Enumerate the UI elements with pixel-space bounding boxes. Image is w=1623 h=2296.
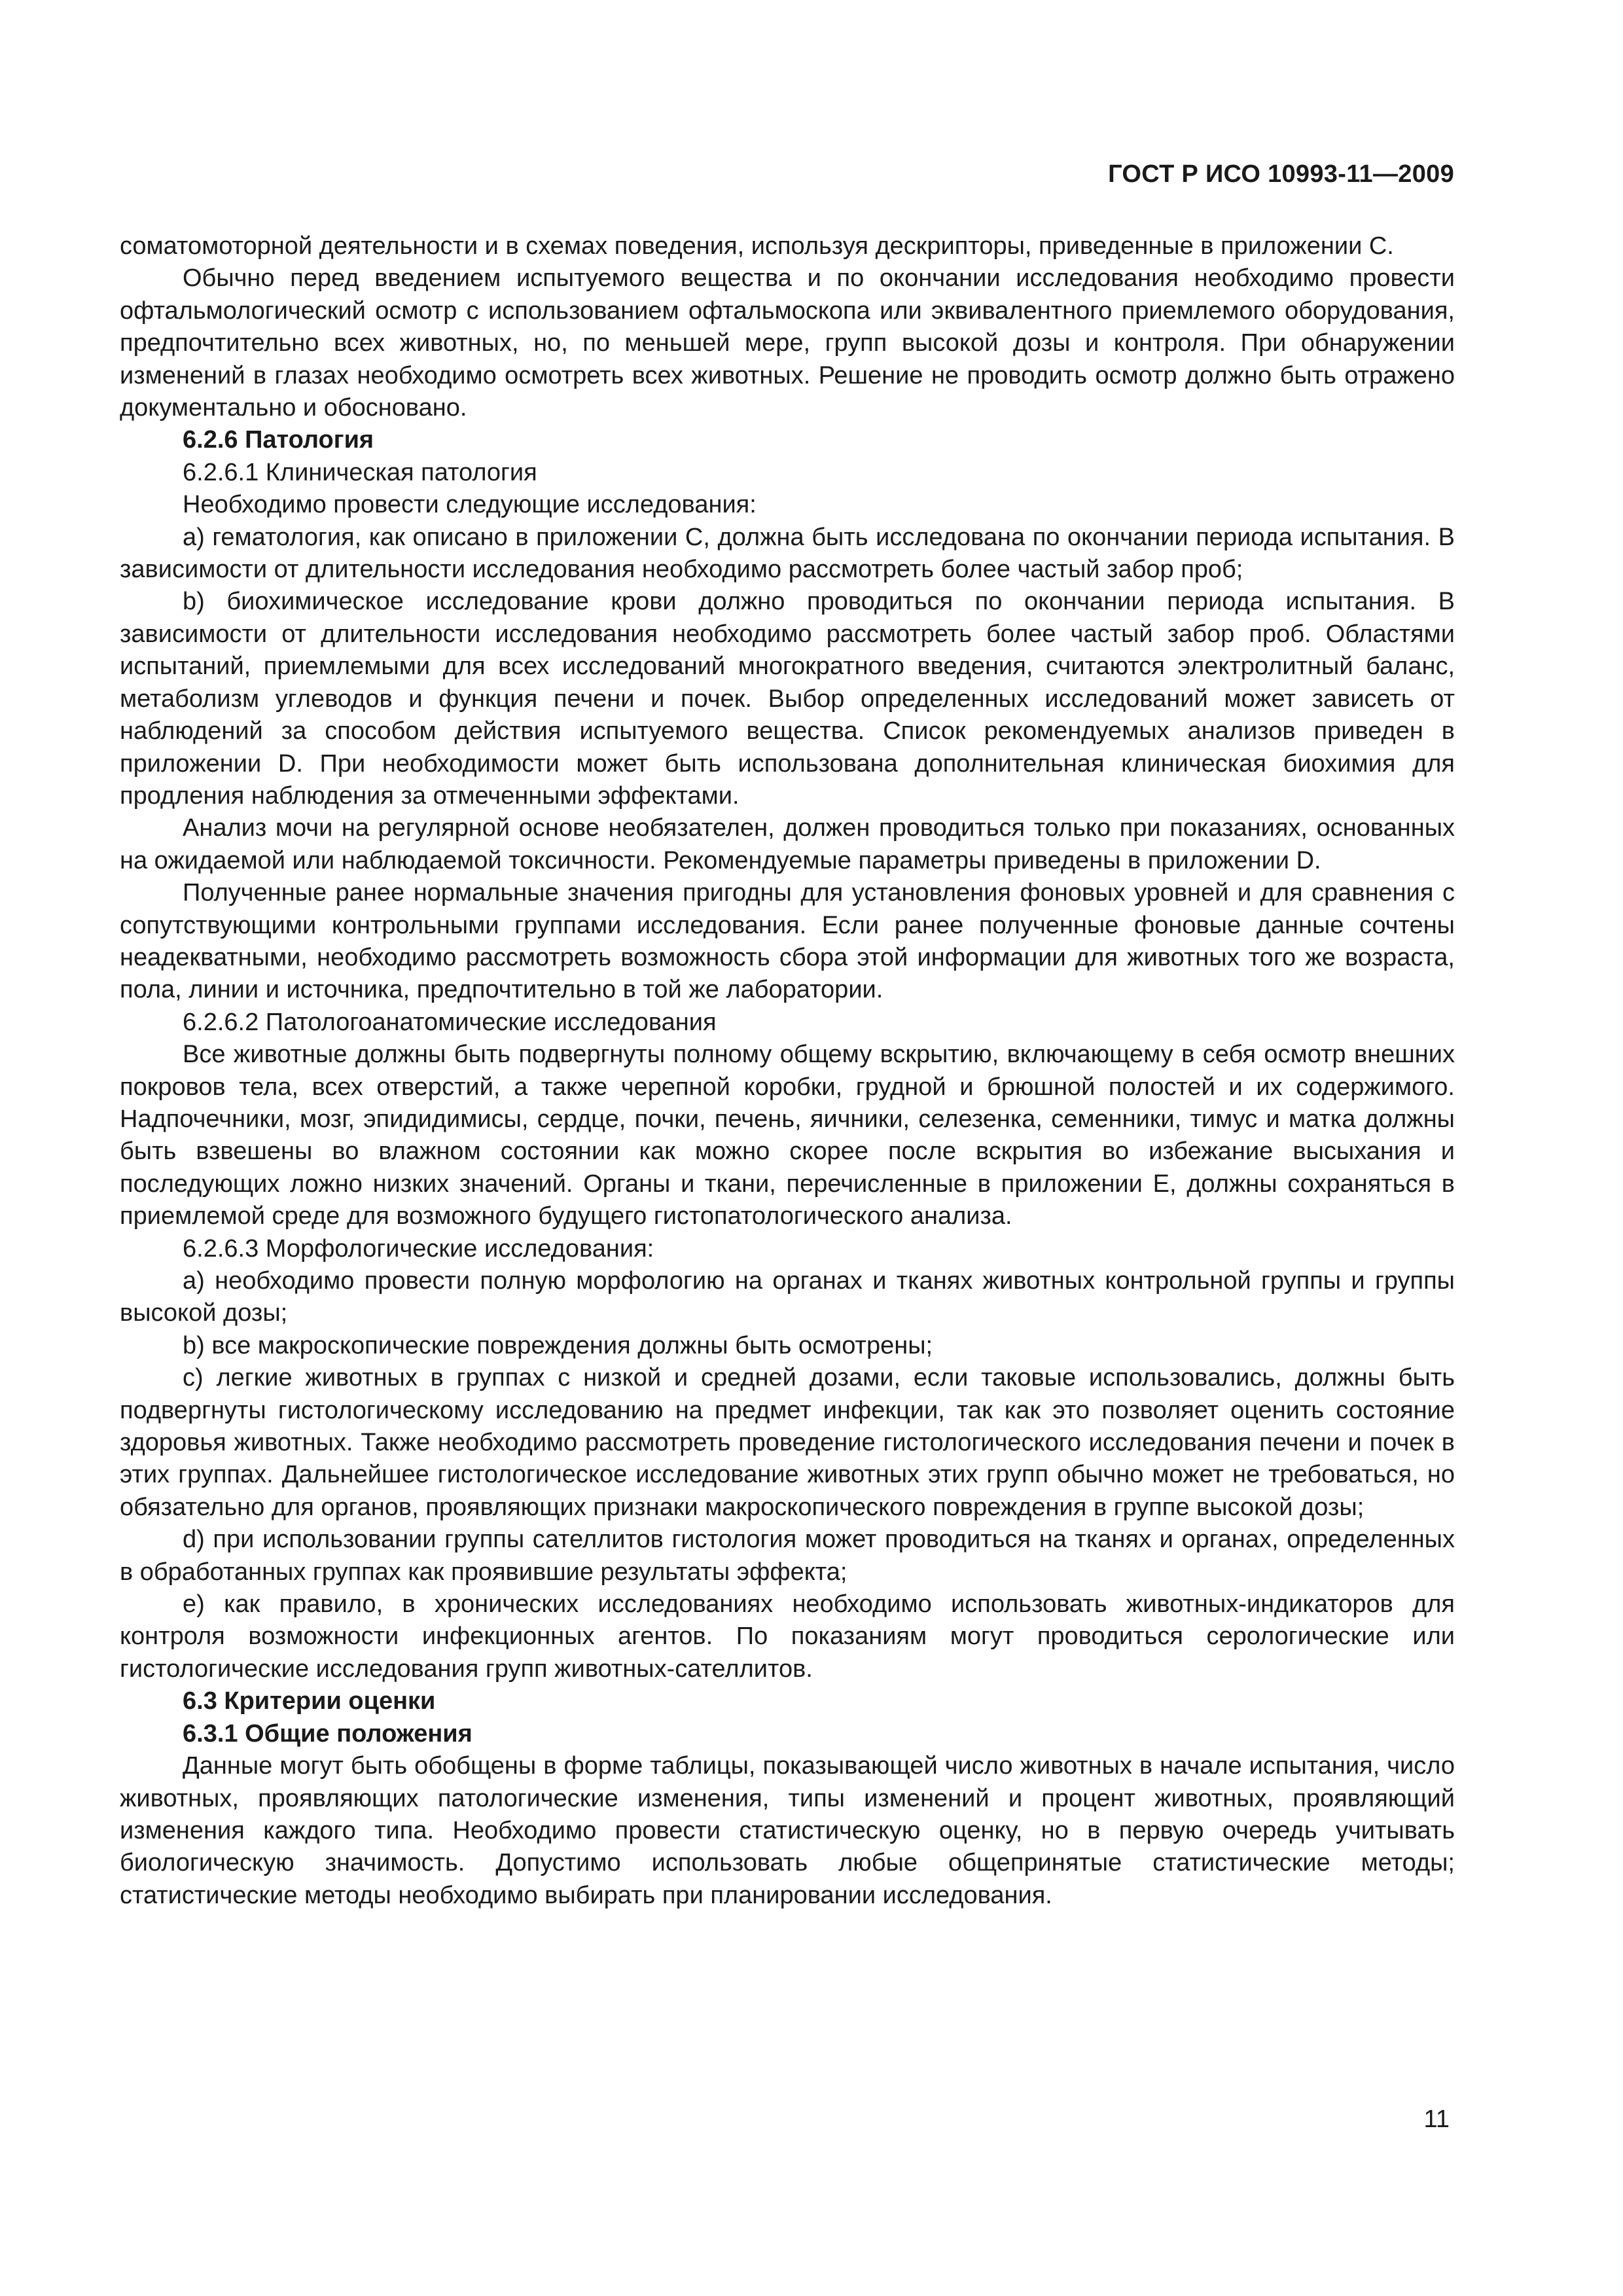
document-body [120, 230, 1455, 1912]
subsection-title: 6.2.6.1 Клиническая патология [183, 458, 537, 486]
list-item: d) при использовании группы сателлитов гистология может проводиться на тканях и органах, определенных в обработанных группах как проявившие результаты эффекта; [120, 1526, 1455, 1586]
paragraph: Анализ мочи на регулярной основе необязателен, должен проводиться только при показаниях, основанных на ожидаемой или наблюдаемой токсичности. Рекомендуемые параметры приведены в приложении D. [120, 814, 1455, 874]
list-item: b) биохимическое исследование крови должно проводиться по окончании периода испытания. В зависимости от длительности исследования необходимо рассмотреть более частый забор проб. Областями испытаний, приемлемыми для всех исследований многократного введения, считаются электролитный баланс, метаболизм углеводов и функция печени и почек. Выбор определенных исследований может зависеть от наблюдений за способом действия испытуемого вещества. Список рекомендуемых анализов приведен в приложении D. При необходимости может быть использована дополнительная клиническая биохимия для продления наблюдения за отмеченными эффектами. [120, 588, 1455, 810]
paragraph: Обычно перед введением испытуемого вещества и по окончании исследования необходимо провести офтальмологический осмотр с использованием офтальмоскопа или эквивалентного приемлемого оборудования, предпочтительно всех животных, но, по меньшей мере, групп высокой дозы и контроля. При обнаружении изменений в глазах необходимо осмотреть всех животных. Решение не проводить осмотр должно быть отражено документально и обосновано. [120, 264, 1455, 422]
subsection-title: 6.2.6.2 Патологоанатомические исследования [183, 1008, 717, 1036]
paragraph: Все животные должны быть подвергнуты полному общему вскрытию, включающему в себя осмотр внешних покровов тела, всех отверстий, а также черепной коробки, грудной и брюшной полостей и их содержимого. Надпочечники, мозг, эпидидимисы, сердце, почки, печень, яичники, селезенка, семенники, тимус и матка должны быть взвешены во влажном состоянии как можно скорее после вскрытия во избежание высыхания и последующих ложно низких значений. Органы и ткани, перечисленные в приложении Е, должны сохраняться в приемлемой среде для возможного будущего гистопатологического анализа. [120, 1041, 1455, 1230]
subsection-title: 6.2.6.3 Морфологические исследования: [183, 1234, 654, 1263]
list-item: c) легкие животных в группах с низкой и средней дозами, если таковые использовались, должны быть подвергнуты гистологическому исследованию на предмет инфекции, так как это позволяет оценить состояние здоровья животных. Также необходимо рассмотреть проведение гистологического исследования печени и почек в этих группах. Дальнейшее гистологическое исследование животных этих групп обычно может не требоваться, но обязательно для органов, проявляющих признаки макроскопического повреждения в группе высокой дозы; [120, 1364, 1455, 1521]
document-header: ГОСТ Р ИСО 10993-11—2009 [1108, 160, 1454, 188]
paragraph: Полученные ранее нормальные значения пригодны для установления фоновых уровней и для сравнения с сопутствующими контрольными группами исследования. Если ранее полученные фоновые данные сочтены неадекватными, необходимо рассмотреть возможность сбора этой информации для животных того же возраста, пола, линии и источника, предпочтительно в той же лаборатории. [120, 879, 1455, 1004]
section-heading: 6.2.6 Патология [183, 426, 374, 454]
section-heading: 6.3 Критерии оценки [183, 1687, 436, 1715]
list-item: a) необходимо провести полную морфологию на органах и тканях животных контрольной группы и группы высокой дозы; [120, 1267, 1455, 1327]
list-item: b) все макроскопические повреждения должны быть осмотрены; [183, 1331, 933, 1359]
list-item: a) гематология, как описано в приложении С, должна быть исследована по окончании периода испытания. В зависимости от длительности исследования необходимо рассмотреть более частый забор проб; [120, 523, 1455, 584]
section-heading: 6.3.1 Общие положения [183, 1719, 473, 1748]
paragraph: Необходимо провести следующие исследования: [183, 491, 757, 519]
paragraph: Данные могут быть обобщены в форме таблицы, показывающей число животных в начале испытания, число животных, проявляющих патологические изменения, типы изменений и процент животных, проявляющий изменения каждого типа. Необходимо провести статистическую оценку, но в первую очередь учитывать биологическую значимость. Допустимо использовать любые общепринятые статистические методы; статистические методы необходимо выбирать при планировании исследования. [120, 1752, 1455, 1909]
list-item: e) как правило, в хронических исследованиях необходимо использовать животных-индикаторов для контроля возможности инфекционных агентов. По показаниям могут проводиться серологические или гистологические исследования групп животных-сателлитов. [120, 1590, 1455, 1683]
paragraph: соматомоторной деятельности и в схемах поведения, используя дескрипторы, приведенные в приложении С. [120, 232, 1394, 260]
page-number: 11 [1423, 2106, 1450, 2133]
